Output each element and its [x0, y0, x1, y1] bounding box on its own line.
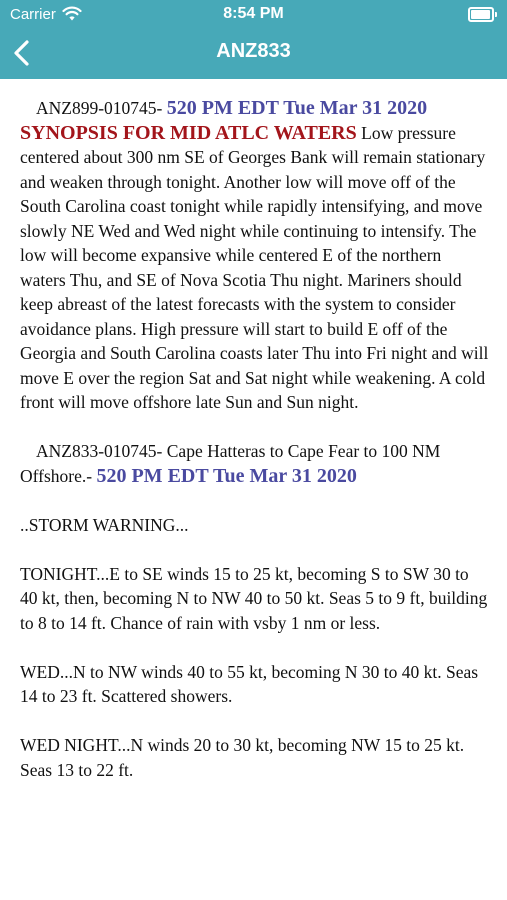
- forecast-period-wed-night: WED NIGHT...N winds 20 to 30 kt, becoming NW 15 to 25 kt. Seas 13 to 22 ft.: [20, 735, 465, 780]
- synopsis-heading: SYNOPSIS FOR MID ATLC WATERS: [20, 121, 357, 144]
- forecast-period-tonight: TONIGHT...E to SE winds 15 to 25 kt, becoming S to SW 30 to 40 kt, then, becoming N to NW 40 to 50 kt. Seas 5 to 9 ft, building to 8 to 14 ft. Chance of rain with vsby 1 nm or less.: [20, 563, 488, 633]
- synopsis-section: [20, 96, 490, 415]
- storm-warning: ..STORM WARNING...: [20, 514, 189, 535]
- battery-icon: [468, 7, 494, 22]
- forecast-period-wed: WED...N to NW winds 40 to 55 kt, becoming N 30 to 40 kt. Seas 14 to 23 ft. Scattered showers.: [20, 661, 479, 706]
- navigation-bar: [0, 28, 507, 79]
- zone-description: Cape Hatteras to Cape Fear to 100 NM Offshore.-: [20, 441, 441, 486]
- synopsis-date: 520 PM EDT Tue Mar 31 2020: [166, 97, 428, 119]
- forecast-text: [20, 96, 490, 807]
- carrier-label: Carrier: [10, 6, 56, 23]
- page-title: ANZ833: [216, 40, 291, 62]
- synopsis-id: ANZ899-010745-: [36, 98, 163, 118]
- status-time: 8:54 PM: [223, 5, 284, 22]
- zone-header: [20, 439, 490, 488]
- header: [0, 0, 507, 79]
- zone-id: ANZ833-010745-: [36, 441, 163, 461]
- zone-date: 520 PM EDT Tue Mar 31 2020: [96, 464, 357, 487]
- status-bar: [0, 0, 507, 28]
- synopsis-body: Low pressure centered about 300 nm SE of Georges Bank will remain stationary and weaken through tonight. Another low will move off of the South Carolina coast tonight while rapidly intensifying, and move slowly NE Wed and Wed night while continuing to intensify. The low will become expansive while centered E of the northern waters Thu, and SE of Nova Scotia Thu night. Mariners should keep abreast of the latest forecasts with the system to consider avoidance plans. High pressure will start to build E off of the Georgia and South Carolina coasts later Thu into Fri night and will move E over the region Sat and Sat night while weakening. A cold front will move offshore late Sun and Sun night.: [20, 122, 489, 412]
